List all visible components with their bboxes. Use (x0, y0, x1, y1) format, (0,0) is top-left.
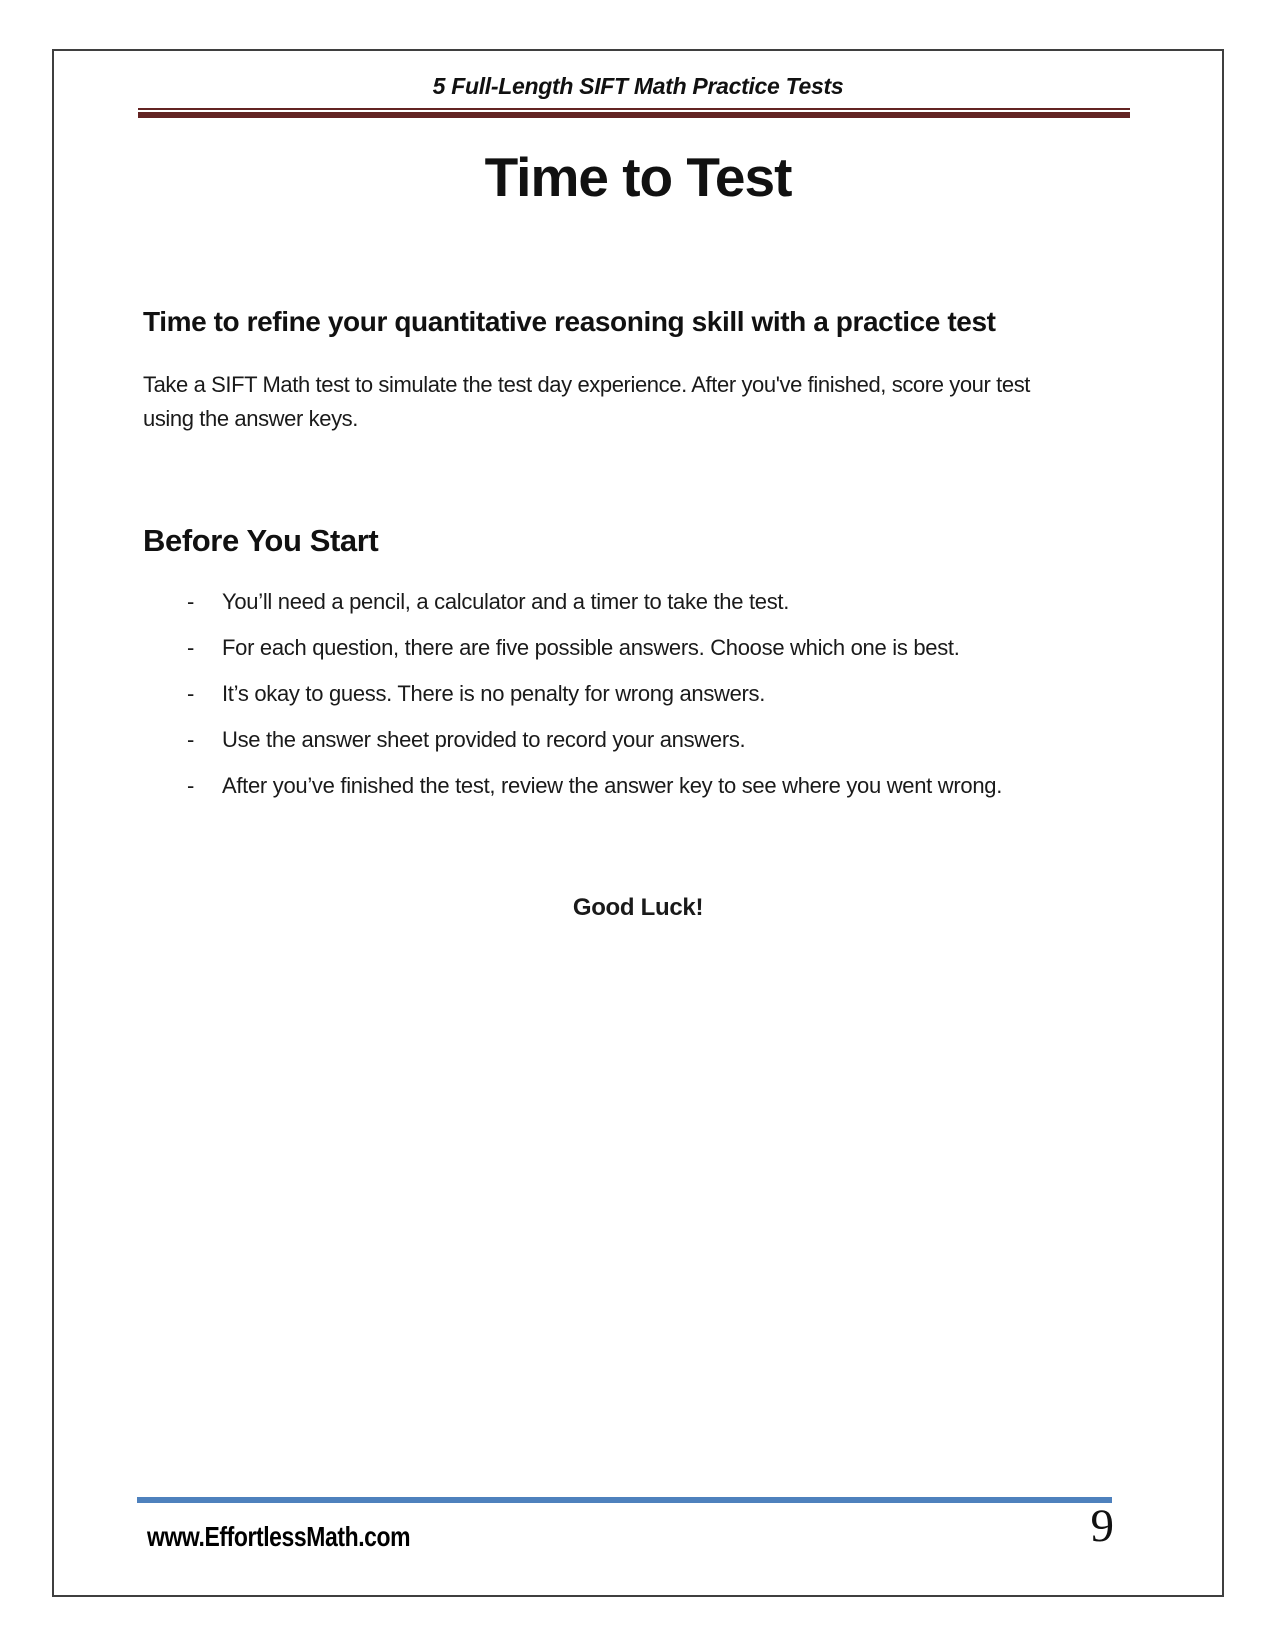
footer-website-text: www.EffortlessMath.com (147, 1521, 411, 1552)
dash-bullet: - (187, 727, 195, 752)
list-item (187, 636, 1002, 660)
list-item-text: For each question, there are five possible answers. Choose which one is best. (222, 635, 960, 660)
list-item-text: After you’ve finished the test, review the answer key to see where you went wrong. (222, 773, 1003, 798)
section-heading-before-you-start: Before You Start (143, 523, 379, 558)
list-item (187, 682, 1002, 706)
list-item-text: Use the answer sheet provided to record your answers. (222, 727, 746, 752)
intro-paragraph-line-1: Take a SIFT Math test to simulate the test day experience. After you've finished, score your test (143, 372, 1031, 397)
list-item (187, 728, 1002, 752)
page-title: Time to Test (484, 146, 792, 208)
header-rule-thin-line (138, 108, 1130, 110)
page-number: 9 (1090, 1500, 1114, 1552)
intro-paragraph-line-2: using the answer keys. (143, 406, 358, 431)
header-divider-rule (138, 108, 1130, 118)
list-item-text: You’ll need a pencil, a calculator and a timer to take the test. (222, 589, 790, 614)
dash-bullet: - (187, 589, 195, 614)
instruction-list (187, 590, 1002, 820)
list-item-text: It’s okay to guess. There is no penalty for wrong answers. (222, 681, 766, 706)
list-item (187, 774, 1002, 798)
document-page (52, 49, 1224, 1597)
section-heading-practice-test: Time to refine your quantitative reasoning skill with a practice test (143, 306, 996, 337)
list-item (187, 590, 1002, 614)
good-luck-message: Good Luck! (572, 894, 704, 921)
intro-paragraph (143, 368, 1030, 436)
running-header-book-title: 5 Full-Length SIFT Math Practice Tests (432, 73, 844, 99)
dash-bullet: - (187, 773, 195, 798)
dash-bullet: - (187, 635, 195, 660)
header-rule-thick-line (138, 112, 1130, 118)
footer-divider-rule (137, 1497, 1112, 1503)
dash-bullet: - (187, 681, 195, 706)
